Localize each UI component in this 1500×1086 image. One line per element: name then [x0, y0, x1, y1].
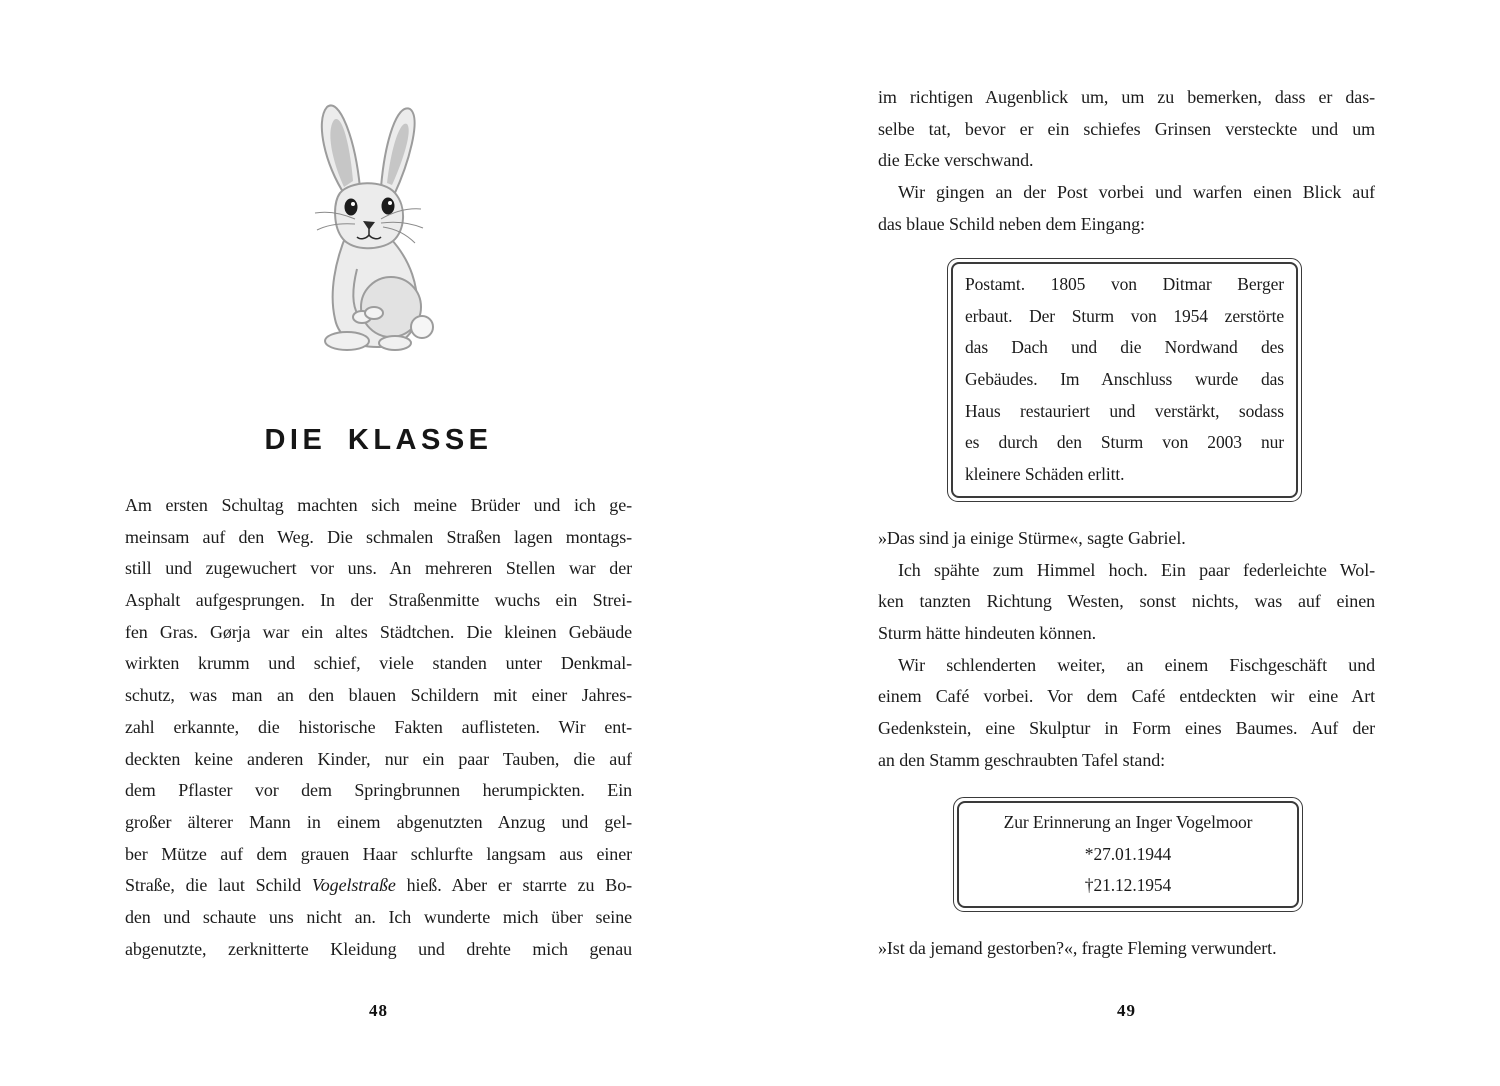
post-office-sign-text	[951, 262, 1298, 498]
memorial-sign	[953, 797, 1303, 912]
text-line: die Ecke verschwand.	[878, 150, 1034, 171]
text-line: Am ersten Schultag machten sich meine Brüder und ich ge-	[125, 495, 632, 515]
text-line: schutz, was man an den blauen Schildern mit einer Jahres-	[125, 685, 632, 706]
text-line: »Das sind ja einige Stürme«, sagte Gabriel.	[878, 528, 1186, 548]
memorial-sign-text	[957, 801, 1299, 908]
text-line: Gedenkstein, eine Skulptur in Form eines Baumes. Auf der	[878, 718, 1375, 739]
right-paragraph-2	[878, 523, 1375, 777]
text-line: Haus restauriert und verstärkt, sodass	[965, 400, 1284, 421]
text-line: Straße, die laut Schild Vogelstraße hieß. Aber er starrte zu Bo-	[125, 875, 632, 896]
rabbit-illustration	[295, 92, 465, 354]
post-office-sign	[947, 258, 1302, 502]
text-line: Postamt. 1805 von Ditmar Berger	[965, 274, 1284, 294]
text-line: †21.12.1954	[1084, 875, 1172, 896]
text-line: Sturm hätte hindeuten können.	[878, 623, 1097, 644]
text-line: abgenutzte, zerknitterte Kleidung und drehte mich genau	[125, 938, 632, 959]
text-line: meinsam auf den Weg. Die schmalen Straßen lagen montags-	[125, 526, 632, 547]
text-line: selbe tat, bevor er ein schiefes Grinsen versteckte und um	[878, 118, 1375, 139]
text-line: das blaue Schild neben dem Eingang:	[878, 213, 1145, 234]
text-line: das Dach und die Nordwand des	[965, 337, 1284, 358]
text-line: den und schaute uns nicht an. Ich wunderte mich über seine	[125, 906, 632, 927]
text-line: erbaut. Der Sturm von 1954 zerstörte	[965, 305, 1284, 326]
left-body-text	[125, 490, 632, 965]
page-number-right: 49	[1117, 1001, 1136, 1020]
text-line: im richtigen Augenblick um, um zu bemerken, dass er das-	[878, 87, 1375, 107]
text-line: Gebäudes. Im Anschluss wurde das	[965, 369, 1284, 390]
text-line: *27.01.1944	[1084, 843, 1172, 864]
page-number-left: 48	[369, 1001, 388, 1020]
text-line: ken tanzten Richtung Westen, sonst nichts, was auf einen	[878, 591, 1375, 612]
text-line: einem Café vorbei. Vor dem Café entdeckten wir eine Art	[878, 686, 1375, 707]
text-line: es durch den Sturm von 2003 nur	[965, 432, 1284, 453]
right-paragraph-3	[878, 933, 1375, 965]
text-line: Asphalt aufgesprungen. In der Straßenmitte wuchs ein Strei-	[125, 590, 632, 611]
text-line: Wir schlenderten weiter, an einem Fischgeschäft und	[898, 654, 1375, 675]
text-line: deckten keine anderen Kinder, nur ein paar Tauben, die auf	[125, 748, 632, 769]
text-line: kleinere Schäden erlitt.	[965, 464, 1125, 485]
chapter-title: DIE KLASSE	[264, 424, 493, 456]
text-line: Zur Erinnerung an Inger Vogelmoor	[1003, 812, 1253, 832]
text-line: zahl erkannte, die historische Fakten auflisteten. Wir ent-	[125, 716, 632, 737]
right-paragraph-1	[878, 82, 1375, 240]
text-line: still und zugewuchert vor uns. An mehreren Stellen war der	[125, 558, 632, 579]
text-line: Ich spähte zum Himmel hoch. Ein paar federleichte Wol-	[898, 559, 1375, 580]
text-line: an den Stamm geschraubten Tafel stand:	[878, 749, 1166, 770]
text-line: dem Pflaster vor dem Springbrunnen herumpickten. Ein	[125, 780, 632, 801]
text-line: Wir gingen an der Post vorbei und warfen einen Blick auf	[898, 182, 1375, 203]
text-line: »Ist da jemand gestorben?«, fragte Fleming verwundert.	[878, 938, 1277, 958]
text-line: fen Gras. Gørja war ein altes Städtchen. Die kleinen Gebäude	[125, 621, 632, 642]
text-line: ber Mütze auf dem grauen Haar schlurfte langsam aus einer	[125, 843, 632, 864]
text-line: wirkten krumm und schief, viele standen unter Denkmal-	[125, 653, 632, 674]
text-line: großer älterer Mann in einem abgenutzten Anzug und gel-	[125, 811, 632, 832]
